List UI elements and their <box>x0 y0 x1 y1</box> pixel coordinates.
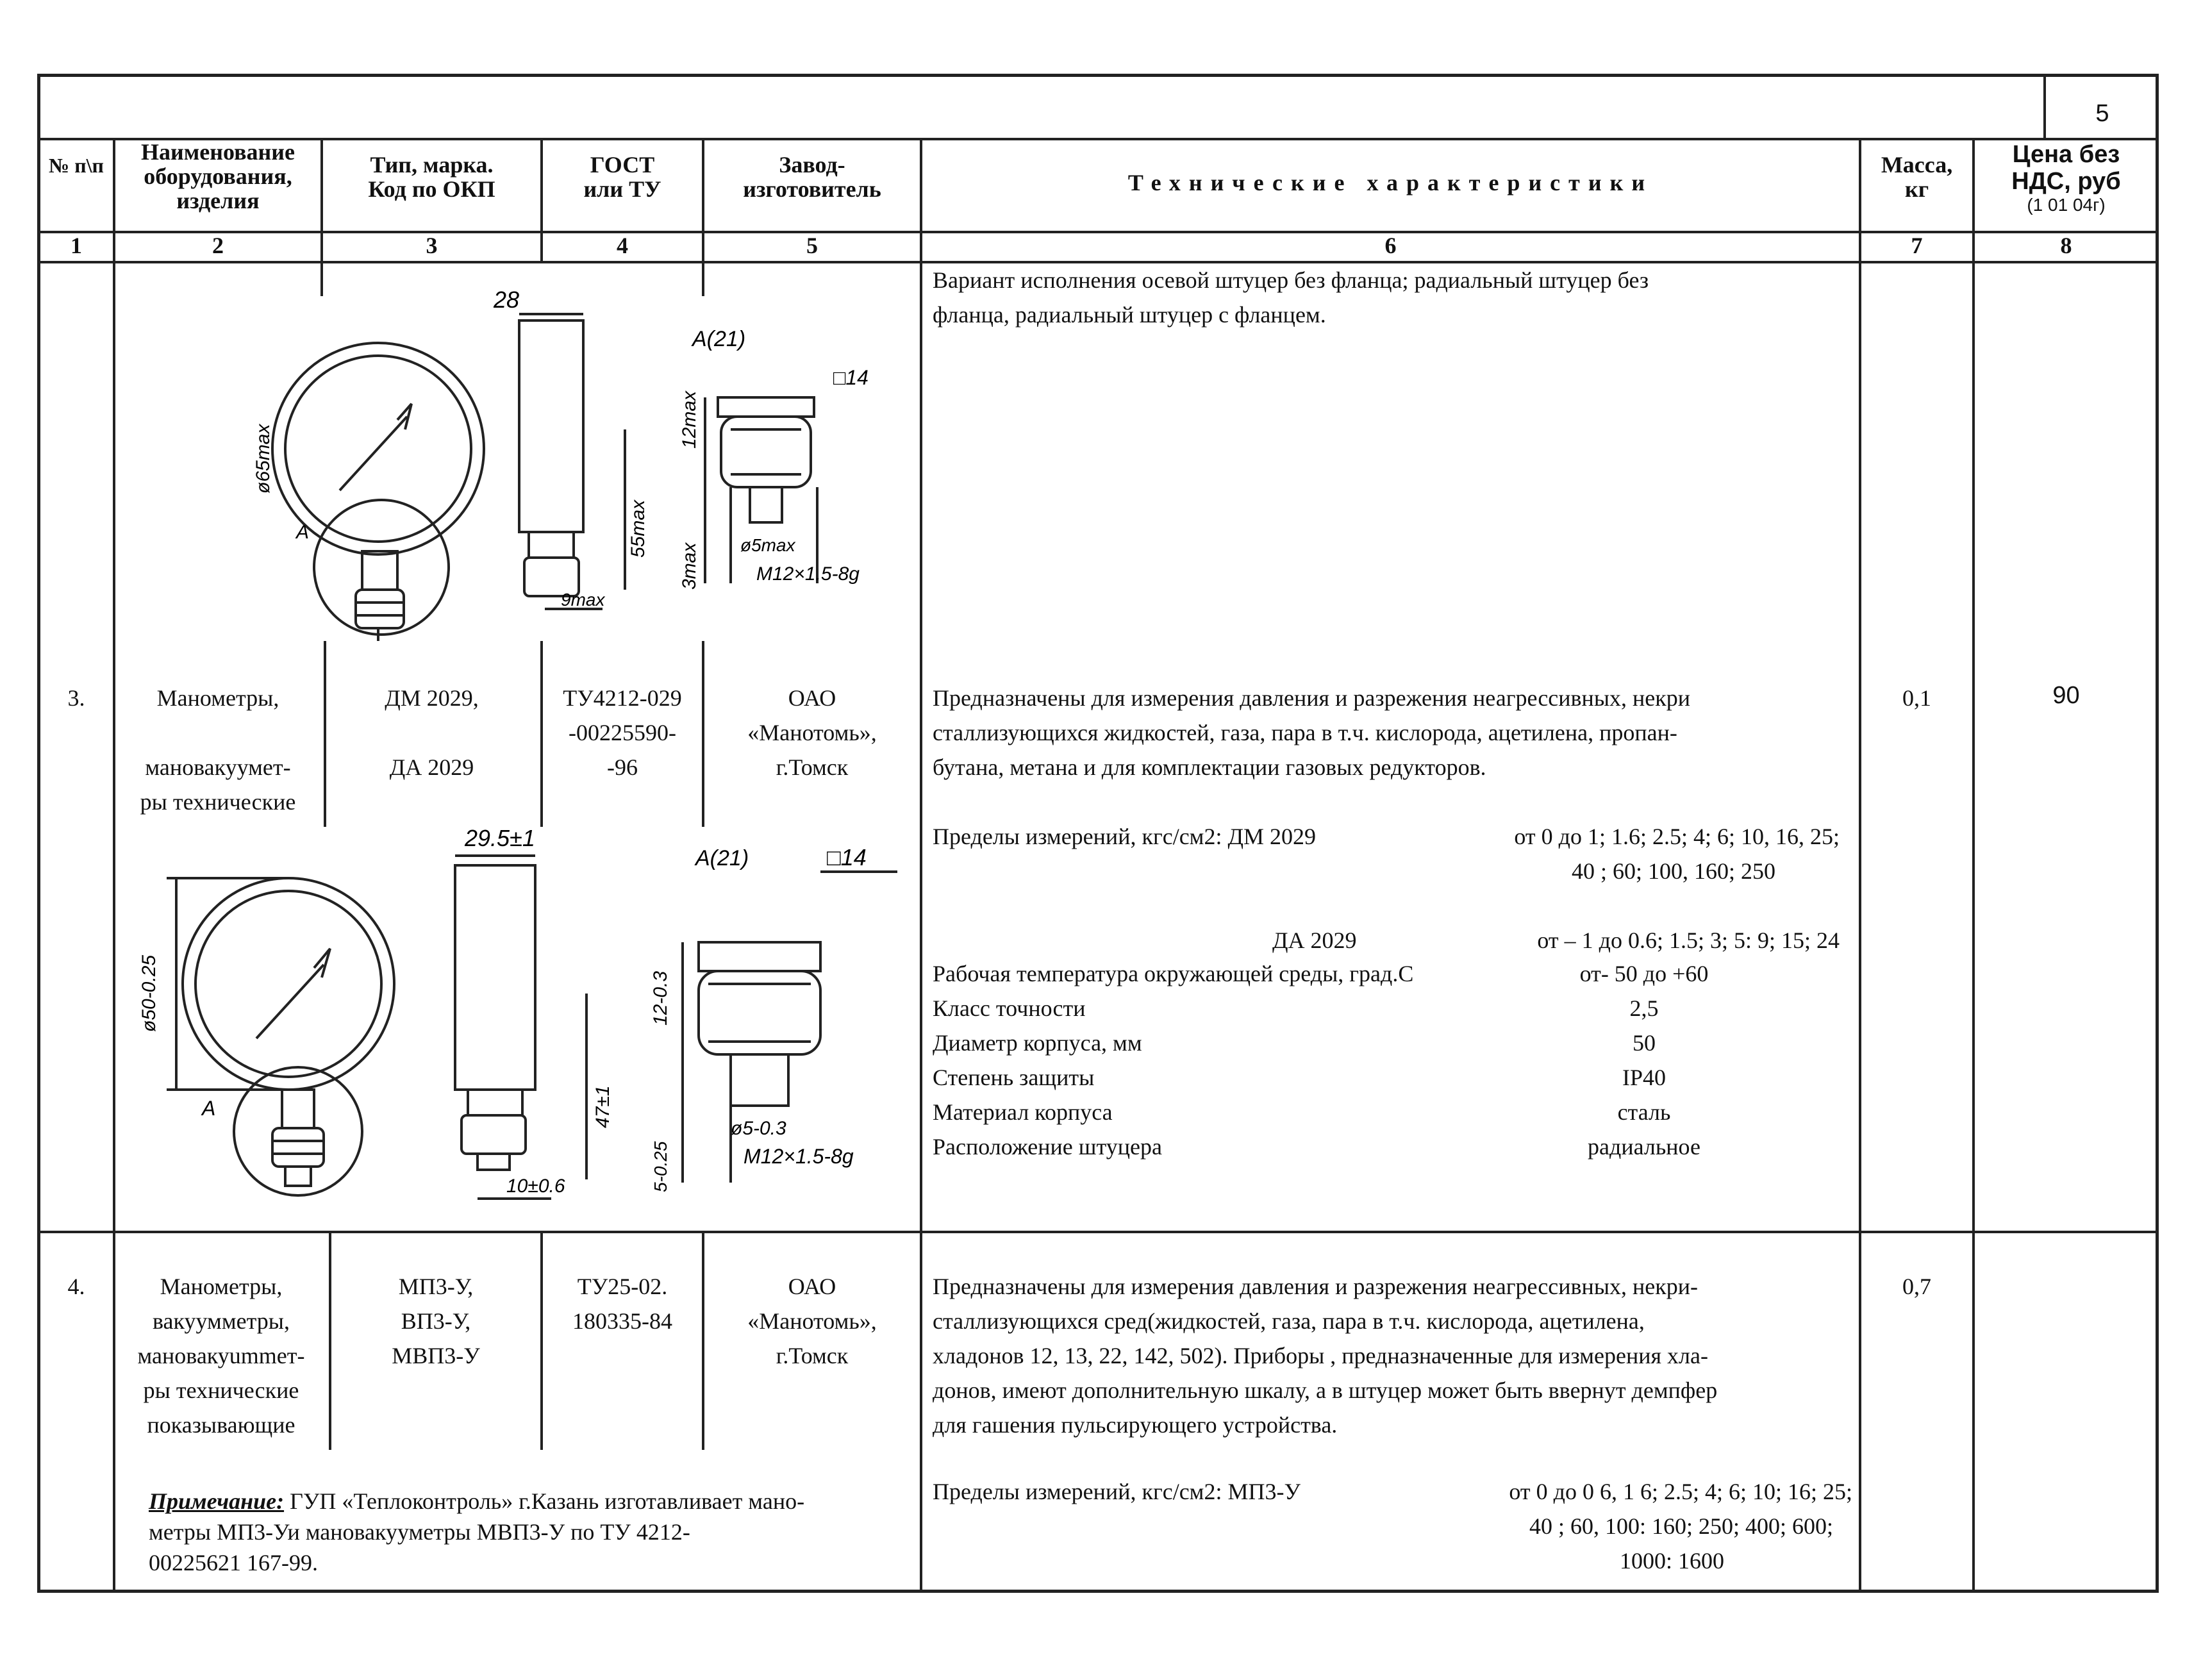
dim-label-2: A(21) <box>692 327 746 351</box>
gauge-drawing-axial <box>244 282 923 641</box>
row4-col3-line <box>540 1232 543 1450</box>
dim-label-5: 12-0.3 <box>650 970 671 1026</box>
dim-label-7: 3max <box>679 542 700 590</box>
header-name: Наименование оборудования, изделия <box>141 139 295 213</box>
dim-label-6: 47±1 <box>592 1085 613 1128</box>
dim-label-8: ø5max <box>740 535 795 555</box>
spec-value: радиальное <box>1588 1134 1700 1160</box>
spec-value: сталь <box>1617 1099 1671 1125</box>
row4-limits-1: от 0 до 0 6, 1 6; 2.5; 4; 6; 10; 16; 25; <box>1509 1479 1852 1504</box>
header-mass: Масса, кг <box>1881 152 1953 202</box>
row4-mass: 0,7 <box>1902 1274 1931 1299</box>
header-top-line <box>38 138 2157 140</box>
dim-label-2: A(21) <box>695 846 749 870</box>
dim-label-9: M12×1.5-8g <box>744 1145 854 1168</box>
cont-description: Вариант исполнения осевой штуцер без фланца; радиальный штуцер без фланца, радиальный штуцер с фланцем. <box>933 267 1649 328</box>
dim-label-3: □14 <box>827 844 867 870</box>
page-number-divider <box>2043 75 2046 139</box>
row3-maker: ОАО «Манотомь», г.Томск <box>747 685 877 780</box>
spec-label: Класс точности <box>933 995 1086 1021</box>
col-divider-6 <box>1859 138 1861 1593</box>
row3-bottom-line <box>38 1231 2157 1233</box>
row3-name: Манометры, мановакуумет- ры технические <box>140 685 296 815</box>
col-divider-7 <box>1972 138 1975 1593</box>
header-type: Тип, марка. Код по ОКП <box>368 152 495 202</box>
row3-limits-label: Пределы измерений, кгс/см2: ДМ 2029 <box>933 824 1317 849</box>
row4-maker: ОАО «Манотомь», г.Томск <box>747 1274 877 1368</box>
row4-gost: ТУ25-02. 180335-84 <box>572 1274 672 1334</box>
colnum-4: 4 <box>617 233 628 258</box>
dim-label-4: ø65max <box>253 424 274 494</box>
row3-price: 90 <box>2052 682 2080 709</box>
row4-type: МП3-У, ВП3-У, МВП3-У <box>392 1274 480 1368</box>
dim-label-10: 10±0.6 <box>506 1176 565 1197</box>
dim-label-11: A <box>296 522 310 543</box>
dim-label-3: □14 <box>833 366 868 389</box>
row4-limits-2: 40 ; 60, 100: 160; 250; 400; 600; <box>1529 1513 1833 1539</box>
row4-note: Примечание: ГУП «Теплоконтроль» г.Казань изготавливает мано- метры МП3-Уи мановакуумeтры МВП3-У по ТУ 4212- 00225621 167-99. <box>149 1488 805 1576</box>
row3-mass: 0,1 <box>1902 685 1931 711</box>
header-price: Цена без НДС, руб (1 01 04г) <box>2011 141 2121 215</box>
colnum-5: 5 <box>806 233 818 258</box>
dim-label-5: 12max <box>679 390 700 449</box>
header-gost: ГОСТ или ТУ <box>583 152 661 202</box>
colnum-3: 3 <box>426 233 438 258</box>
spec-label: Рабочая температура окружающей среды, град.С <box>933 961 1414 986</box>
row4-name: Манометры, вакуумметры, мановакуummет- ры технические показывающие <box>137 1274 305 1438</box>
row3-da-label: ДА 2029 <box>1272 927 1357 953</box>
header-tech: Технические характеристики <box>1127 170 1654 195</box>
dim-label-8: ø5-0.3 <box>731 1118 786 1139</box>
row4-description: Предназначены для измерения давления и разрежения неагрессивных, некри- сталлизующихся сред(жидкостей, газа, пара в т.ч. кислорода, ацетилена, хладонов 12, 13, 22, 142, 502). Приборы , предназначенные для измерения хла- донов, имеют дополнительную шкалу, а в штуцер может быть ввернут демпфер для гашения пульсирующего устройства. <box>933 1274 1718 1438</box>
row4-limits-label: Пределы измерений, кгс/см2: МП3-У <box>933 1479 1301 1504</box>
colnum-2: 2 <box>212 233 224 258</box>
colnum-1: 1 <box>71 233 82 258</box>
colnum-6: 6 <box>1384 233 1397 258</box>
colnum-7: 7 <box>1911 233 1923 258</box>
row4-num: 4. <box>67 1274 85 1299</box>
row3-limits-dm-2: 40 ; 60; 100, 160; 250 <box>1571 858 1775 884</box>
gauge-drawing-radial <box>128 820 923 1218</box>
dim-label-6: 55max <box>627 499 649 558</box>
row3-description: Предназначены для измерения давления и разрежения неагрессивных, некри сталлизующихся жидкостей, газа, пара в т.ч. кислорода, ацетилена, пропан- бутана, метана и для комплектации газовых редукторов. <box>933 685 1691 780</box>
header-num: № п\п <box>49 154 104 177</box>
spec-value: 50 <box>1633 1030 1656 1056</box>
spec-label: Материал корпуса <box>933 1099 1113 1125</box>
dim-label-11: A <box>202 1097 216 1120</box>
spec-value: IP40 <box>1622 1065 1666 1090</box>
row4-limits-3: 1000: 1600 <box>1619 1548 1724 1574</box>
row3-type: ДМ 2029, ДА 2029 <box>385 685 479 780</box>
row3-num: 3. <box>67 685 85 711</box>
dim-label-1: 28 <box>494 287 520 313</box>
dim-label-10: 9max <box>561 590 605 610</box>
dim-label-7: 5-0.25 <box>651 1141 670 1192</box>
dim-label-9: M12×1.5-8g <box>756 563 860 585</box>
row3-limits-da: от – 1 до 0.6; 1.5; 3; 5: 9; 15; 24 <box>1537 927 1840 953</box>
dim-label-4: ø50-0.25 <box>138 954 160 1032</box>
spec-value: 2,5 <box>1629 995 1659 1021</box>
dim-label-1: 29.5±1 <box>465 825 535 851</box>
spec-value: от- 50 до +60 <box>1579 961 1709 986</box>
row3-limits-dm-1: от 0 до 1; 1.6; 2.5; 4; 6; 10, 16, 25; <box>1514 824 1840 849</box>
page-number: 5 <box>2095 100 2109 127</box>
spec-label: Диаметр корпуса, мм <box>933 1030 1142 1056</box>
header-maker: Завод- изготовитель <box>743 152 881 202</box>
note-title: Примечание: <box>149 1488 285 1514</box>
spec-label: Степень защиты <box>933 1065 1095 1090</box>
spec-label: Расположение штуцера <box>933 1134 1162 1160</box>
row3-gost: ТУ4212-029 -00225590- -96 <box>563 685 682 780</box>
colnum-8: 8 <box>2060 233 2072 258</box>
